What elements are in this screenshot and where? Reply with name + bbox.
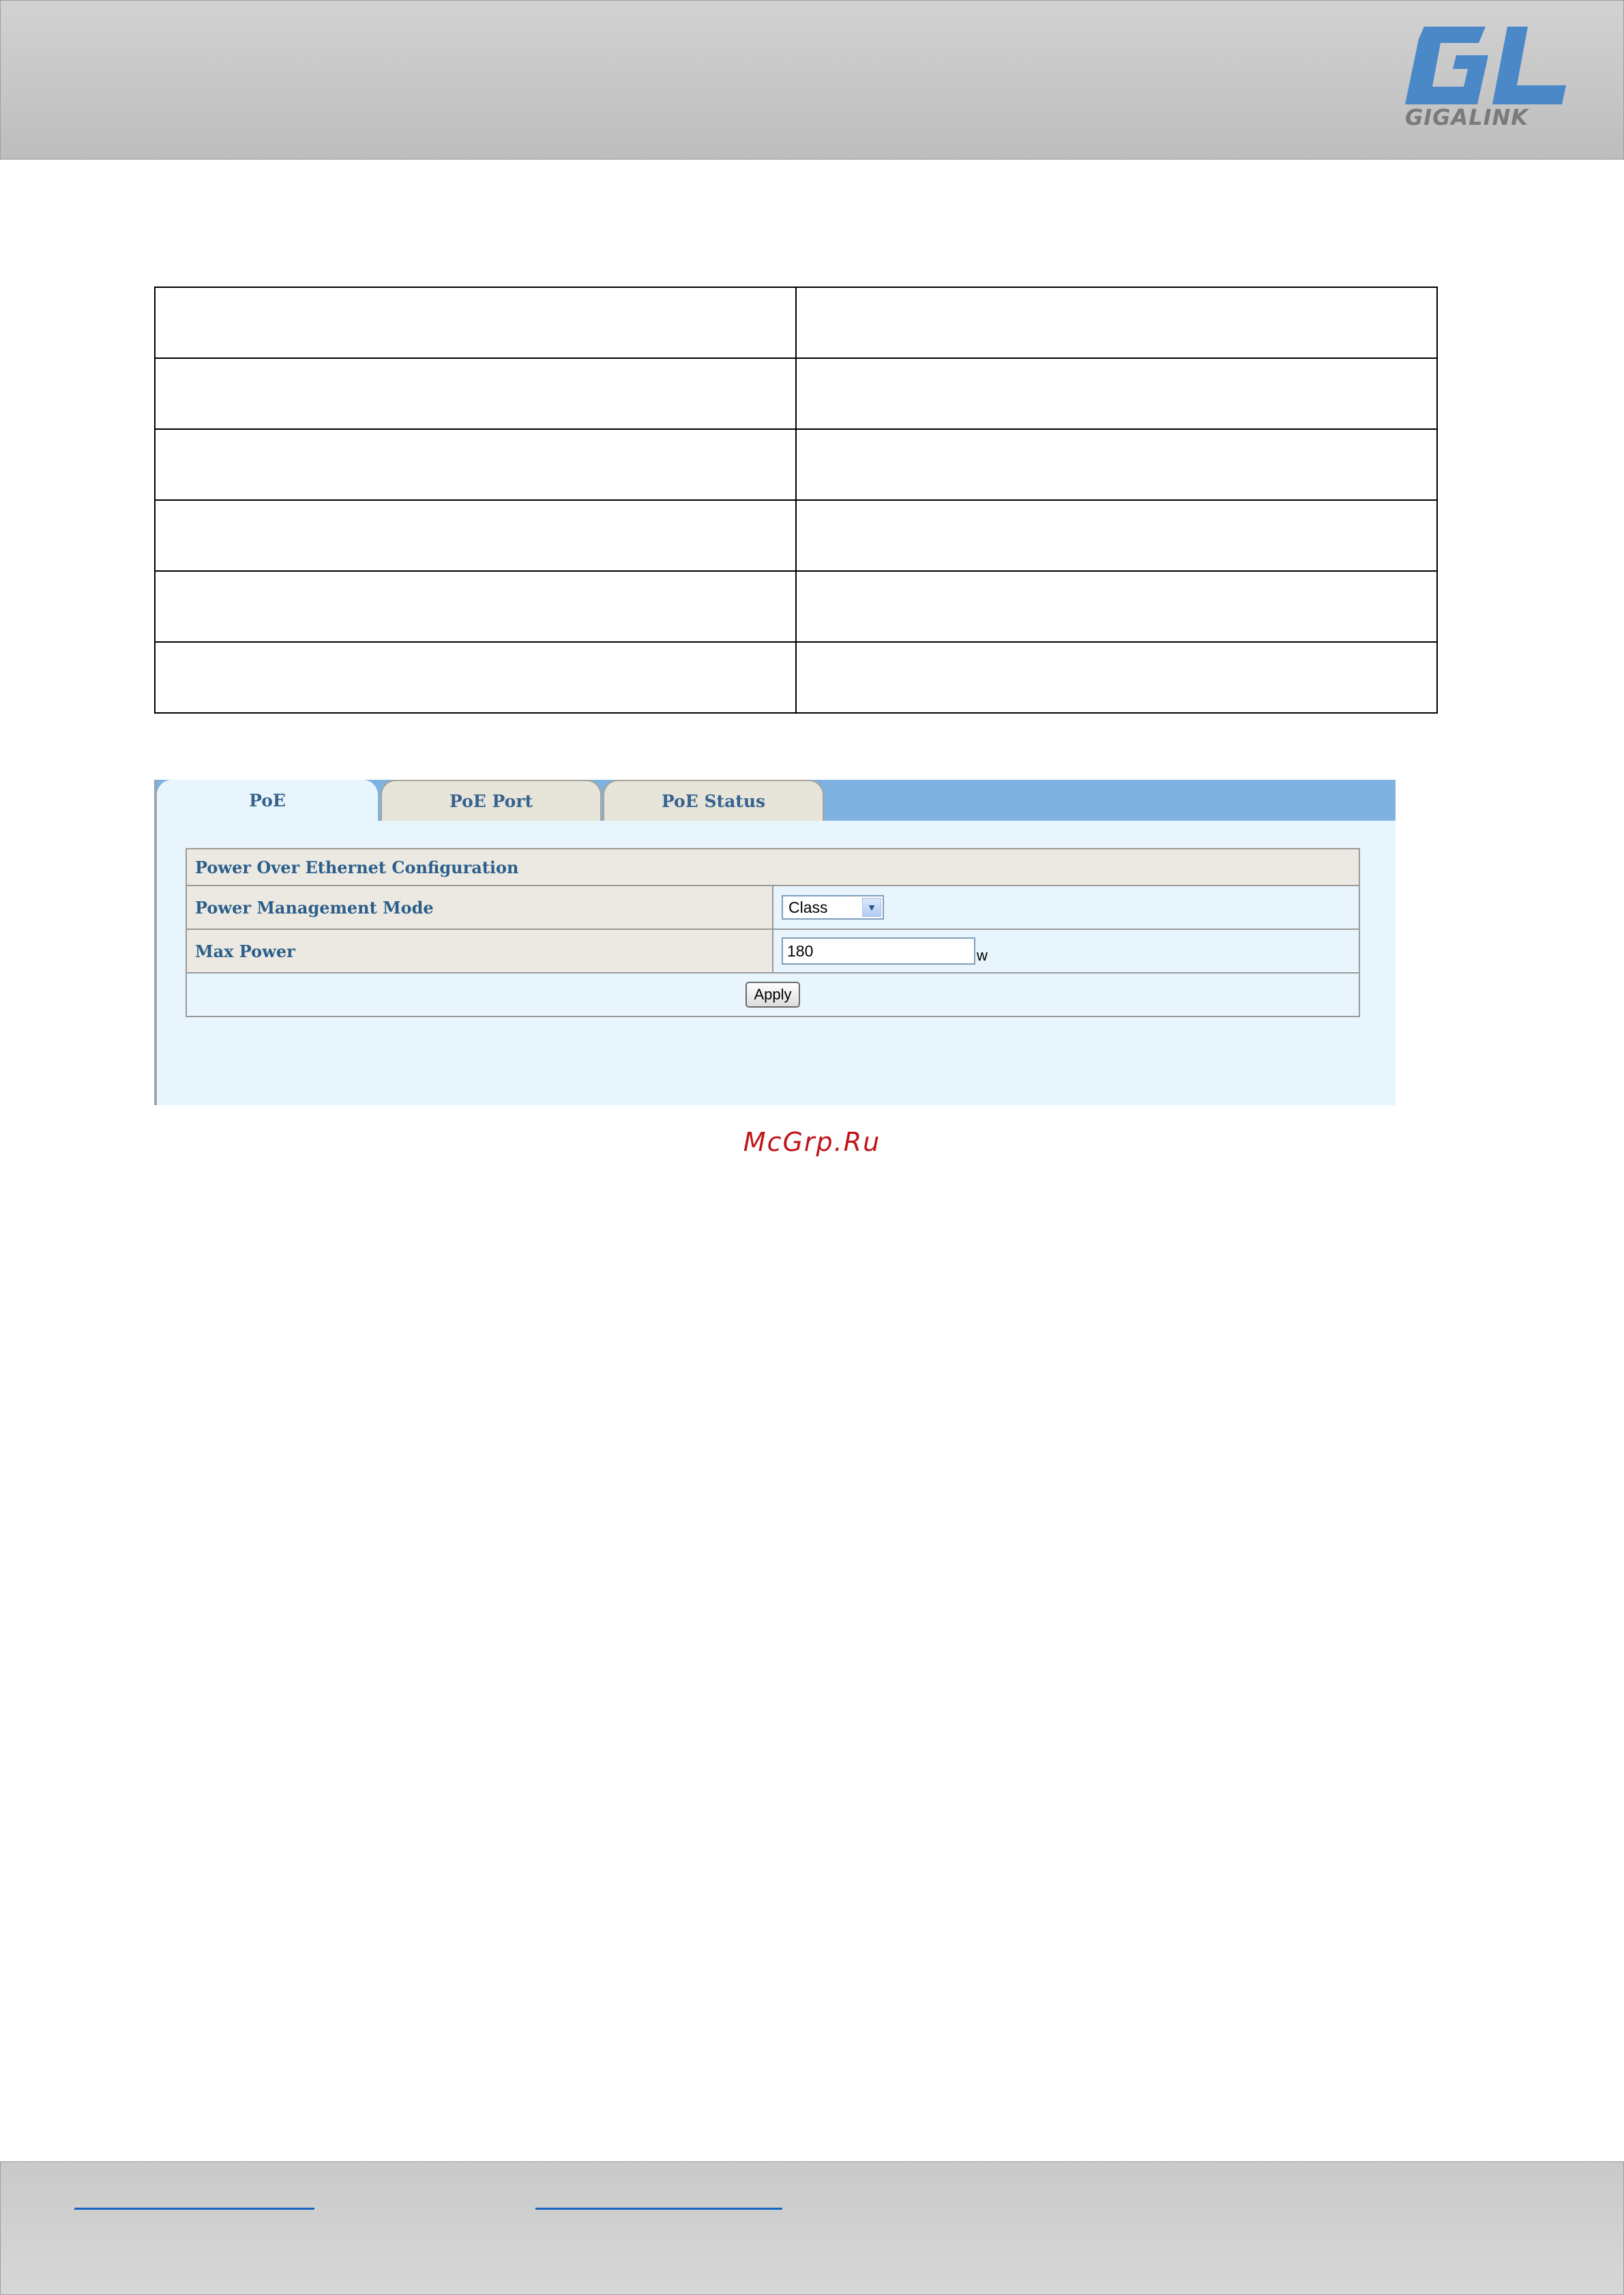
table-row — [186, 929, 1359, 973]
tab-poe-status[interactable]: PoE Status — [603, 780, 824, 821]
table-row — [155, 571, 1437, 642]
max-power-unit: w — [977, 947, 988, 964]
max-power-input[interactable]: 180 — [782, 937, 975, 965]
tab-poe[interactable]: PoE — [157, 780, 378, 821]
page-header — [0, 0, 1624, 160]
gigalink-logo — [1405, 24, 1569, 133]
footer-link-underline[interactable] — [535, 2208, 782, 2210]
power-mode-value: Class — [788, 898, 828, 916]
apply-button[interactable]: Apply — [745, 982, 799, 1008]
tab-poe-port[interactable]: PoE Port — [381, 780, 602, 821]
mode-label: Power Management Mode — [186, 886, 773, 929]
watermark: McGrp.Ru — [743, 1127, 881, 1157]
poe-config-table — [186, 848, 1360, 1017]
table-row — [155, 358, 1437, 429]
table-row — [155, 429, 1437, 500]
table-row — [155, 500, 1437, 571]
empty-table — [154, 287, 1438, 714]
table-row — [186, 849, 1359, 886]
table-row — [186, 973, 1359, 1017]
table-row — [155, 287, 1437, 358]
max-power-label: Max Power — [186, 929, 773, 973]
logo-wordmark: GIGALINK — [1405, 104, 1529, 130]
config-title: Power Over Ethernet Configuration — [186, 849, 1359, 886]
footer-link-underline[interactable] — [74, 2208, 314, 2210]
chevron-down-icon[interactable]: ▼ — [862, 898, 881, 917]
table-row — [186, 886, 1359, 929]
page-footer — [0, 2161, 1624, 2295]
tab-bar — [157, 780, 1396, 821]
power-mode-select[interactable] — [782, 895, 884, 920]
table-row — [155, 642, 1437, 713]
poe-config-panel — [154, 780, 1396, 1105]
